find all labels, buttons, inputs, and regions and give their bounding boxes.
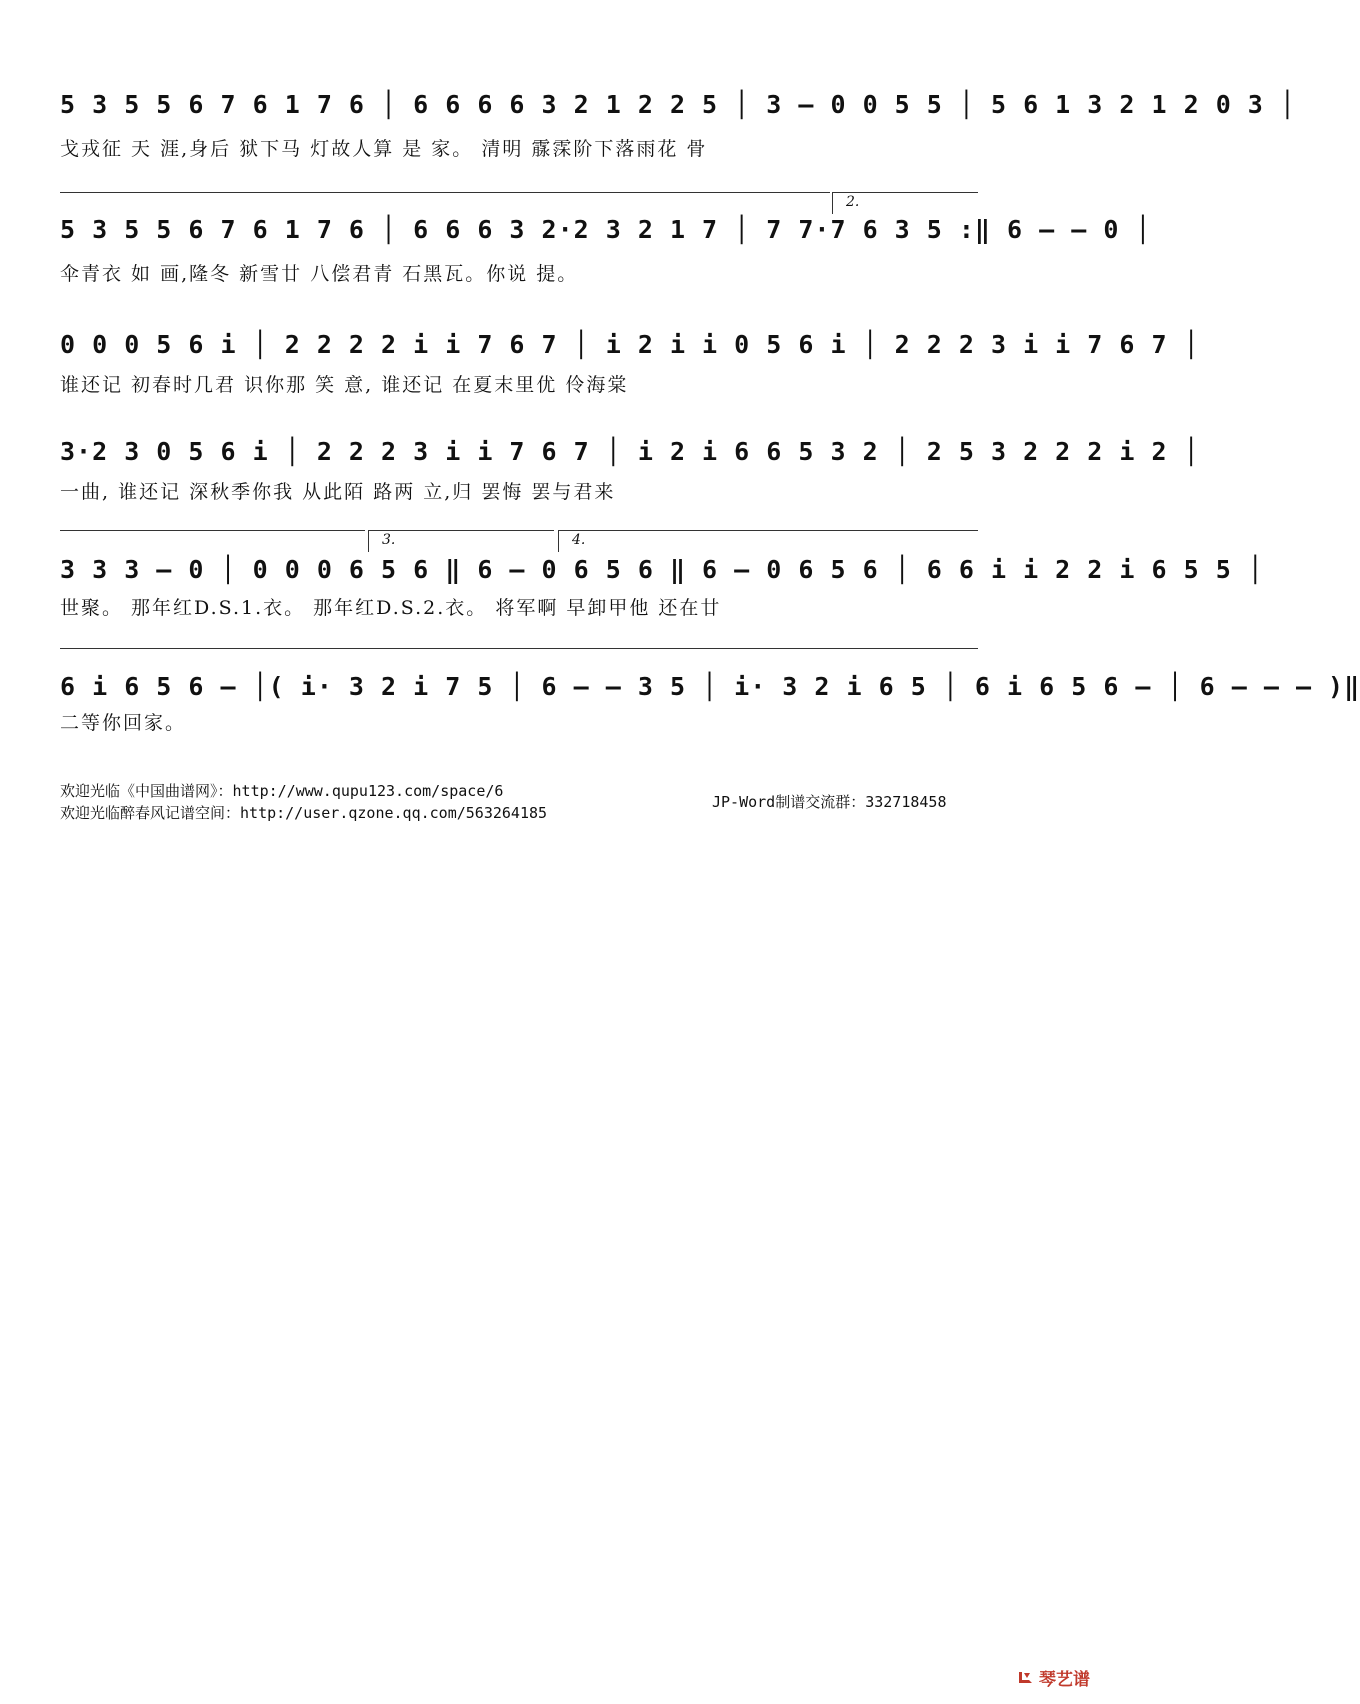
ending-bracket-4 <box>558 530 978 531</box>
watermark-text: 琴艺谱 <box>1039 1670 1090 1690</box>
staff-top-rule <box>60 192 830 193</box>
watermark <box>1017 1665 1090 1690</box>
notation-line: 5 3 5 5 6 7 6 1 7 6 │ 6 6 6 6 3 2 1 2 2 5 │ 3 – 0 0 5 5 │ 5 6 1 3 2 1 2 0 3 │ <box>60 90 1296 119</box>
ending-label-2: 2. <box>846 194 860 210</box>
footer-group-info: JP-Word制谱交流群：332718458 <box>712 793 947 811</box>
ending-label-4: 4. <box>572 532 586 548</box>
lyrics-line: 一曲, 谁还记 深秋季你我 从此陌 路两 立,归 罢悔 罢与君来 <box>60 481 616 503</box>
lyrics-line: 伞青衣 如 画,隆冬 新雪廿 八偿君青 石黑瓦。你说 提。 <box>60 263 579 285</box>
ending-bracket-4-left <box>558 530 559 552</box>
piano-logo-icon <box>1017 1669 1035 1687</box>
ending-label-3: 3. <box>382 532 396 548</box>
lyrics-line: 世聚。 那年红D.S.1.衣。 那年红D.S.2.衣。 将军啊 早卸甲他 还在廿 <box>60 597 722 619</box>
notation-line: 3·2 3 0 5 6 i │ 2 2 2 3 i i 7 6 7 │ i 2 i 6 6 5 3 2 │ 2 5 3 2 2 2 i 2 │ <box>60 437 1200 466</box>
notation-line: 0 0 0 5 6 i │ 2 2 2 2 i i 7 6 7 │ i 2 i i 0 5 6 i │ 2 2 2 3 i i 7 6 7 │ <box>60 330 1200 359</box>
lyrics-line: 谁还记 初春时几君 识你那 笑 意, 谁还记 在夏末里优 伶海棠 <box>60 374 629 396</box>
lyrics-line: 二等你回家。 <box>60 712 187 734</box>
ending-bracket-2 <box>832 192 978 193</box>
notation-line: 3 3 3 – 0 │ 0 0 0 6 5 6 ‖ 6 – 0 6 5 6 ‖ 6 – 0 6 5 6 │ 6 6 i i 2 2 i 6 5 5 │ <box>60 555 1264 584</box>
notation-line: 5 3 5 5 6 7 6 1 7 6 │ 6 6 6 3 2·2 3 2 1 7 │ 7 7·7 6 3 5 :‖ 6 – – 0 │ <box>60 215 1152 244</box>
staff-top-rule <box>60 530 365 531</box>
footer-site-link: 欢迎光临《中国曲谱网》：http://www.qupu123.com/space/6 <box>60 782 504 800</box>
ending-bracket-3 <box>368 530 554 531</box>
ending-bracket-3-left <box>368 530 369 552</box>
footer-space-link: 欢迎光临醉春风记谱空间：http://user.qzone.qq.com/563264185 <box>60 804 548 822</box>
lyrics-line: 戈戎征 天 涯,身后 狱下马 灯故人算 是 家。 清明 霡霂阶下落雨花 骨 <box>60 138 708 160</box>
staff-top-rule <box>60 648 978 649</box>
ending-bracket-2-left <box>832 192 833 214</box>
notation-line: 6 i 6 5 6 – │( i· 3 2 i 7 5 │ 6 – – 3 5 │ i· 3 2 i 6 5 │ 6 i 6 5 6 – │ 6 – – – )‖ <box>60 672 1360 701</box>
